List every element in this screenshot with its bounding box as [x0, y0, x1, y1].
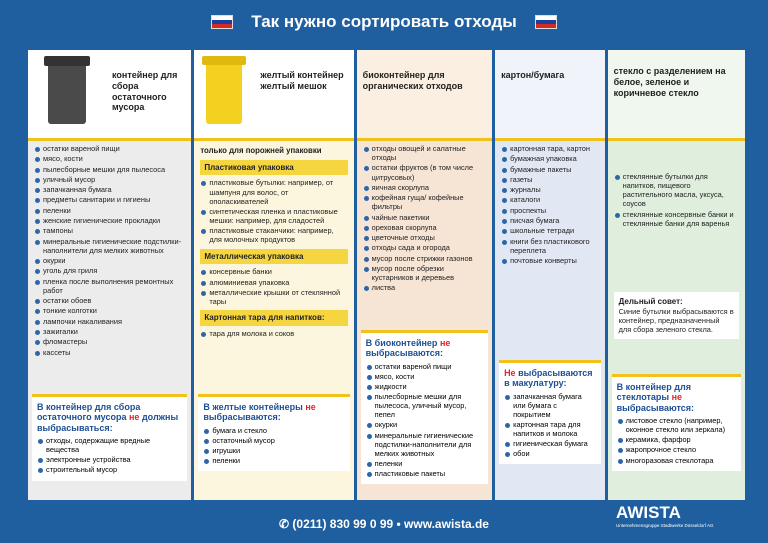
not-allowed-box — [32, 394, 187, 481]
title-text: Так нужно сортировать отходы — [251, 12, 517, 31]
list-item: ореховая скорлупа — [363, 223, 486, 232]
list-item: журналы — [501, 185, 599, 194]
list-item: пластиковые пакеты — [366, 469, 483, 478]
list-item: чайные пакетики — [363, 213, 486, 222]
list-item: строительный мусор — [37, 465, 182, 474]
list-item: мусор после стрижки газонов — [363, 254, 486, 263]
column-header — [357, 50, 492, 138]
item-list — [200, 329, 347, 338]
list-item: многоразовая стеклотара — [617, 456, 736, 465]
not-allowed-box — [612, 374, 741, 471]
section-plastic: Пластиковая упаковка — [200, 160, 347, 176]
list-item: пленка после выполнения ремонтных работ — [34, 277, 185, 295]
column-heading: желтый контейнер желтый мешок — [260, 70, 344, 91]
list-item: картонная тара для напитков и молока — [504, 420, 596, 438]
list-item: тара для молока и соков — [200, 329, 347, 338]
column-header — [28, 50, 191, 138]
item-list — [200, 267, 347, 306]
not-allowed-box — [361, 330, 488, 484]
list-item: пеленки — [203, 456, 344, 465]
not-allowed-title: В контейнер для стеклотары не выбрасываются: — [616, 382, 694, 413]
not-allowed-list — [203, 426, 344, 466]
not-allowed-title: В биоконтейнер не выбрасываются: — [365, 338, 451, 359]
list-item: тампоны — [34, 226, 185, 235]
item-list — [34, 144, 185, 357]
list-item: цветочные отходы — [363, 233, 486, 242]
list-item: пеленки — [366, 459, 483, 468]
item-list — [614, 172, 739, 228]
list-item: остатки обоев — [34, 296, 185, 305]
not-allowed-title: Не выбрасываются в макулатуру: — [504, 368, 593, 389]
not-allowed-list — [504, 392, 596, 459]
list-item: почтовые конверты — [501, 256, 599, 265]
list-item: алюминиевая упаковка — [200, 278, 347, 287]
list-item: стеклянные консервные банки и стеклянные банки для варенья — [614, 210, 739, 228]
column-header — [194, 50, 353, 138]
list-item: мусор после обрезки кустарников и деревьев — [363, 264, 486, 282]
list-item: листовое стекло (например, оконное стекло или зеркала) — [617, 416, 736, 434]
column-header — [608, 50, 745, 138]
list-item: остатки вареной пищи — [34, 144, 185, 153]
list-item: синтетическая пленка и пластиковые мешки: например, для сладостей — [200, 207, 347, 225]
column-heading: биоконтейнер для органических отходов — [362, 70, 463, 91]
list-item: проспекты — [501, 206, 599, 215]
list-item: консервные банки — [200, 267, 347, 276]
list-item: металлические крышки от стеклянной тары — [200, 288, 347, 306]
list-item: минеральные гигиенические подстилки-наполнители для мелких животных — [366, 431, 483, 458]
column-heading: картон/бумага — [501, 70, 565, 80]
russian-flag-icon — [535, 15, 557, 29]
page-title — [0, 0, 768, 44]
list-item: керамика, фарфор — [617, 435, 736, 444]
list-item: зажигалки — [34, 327, 185, 336]
footer-contact: ✆ (0211) 830 99 0 99 • www.awista.de — [279, 517, 489, 531]
list-item: листва — [363, 283, 486, 292]
list-item: пеленки — [34, 206, 185, 215]
list-item: кассеты — [34, 348, 185, 357]
tip-title: Дельный совет: — [618, 296, 683, 306]
list-item: бумага и стекло — [203, 426, 344, 435]
list-item: газеты — [501, 175, 599, 184]
list-item: уголь для гриля — [34, 266, 185, 275]
list-item: электронные устройства — [37, 455, 182, 464]
list-item: мясо, кости — [34, 154, 185, 163]
column-header — [495, 50, 605, 138]
list-item: остаточный мусор — [203, 436, 344, 445]
not-allowed-list — [617, 416, 736, 465]
grey-bin-icon — [48, 62, 86, 124]
item-list — [501, 144, 599, 265]
list-item: пылесборные мешки для пылесоса — [34, 165, 185, 174]
list-item: фломастеры — [34, 337, 185, 346]
list-item: кофейная гуща/ кофейные фильтры — [363, 193, 486, 211]
list-item: окурки — [366, 420, 483, 429]
list-item: остатки фруктов (в том числе цитрусовых) — [363, 163, 486, 181]
not-allowed-list — [366, 362, 483, 478]
tip-box — [614, 292, 739, 339]
list-item: яичная скорлупа — [363, 183, 486, 192]
column-heading: контейнер для сбора остаточного мусора — [112, 70, 178, 113]
paper-bin-column — [495, 50, 605, 500]
column-heading: стекло с разделением на белое, зеленое и коричневое стекло — [613, 66, 726, 98]
list-item: гигиеническая бумага — [504, 439, 596, 448]
list-item: пластиковые бутылки: например, от шампуня для волос, от ополаскивателей — [200, 178, 347, 205]
not-allowed-box — [198, 394, 349, 471]
list-item: пылесборные мешки для пылесоса, уличный мусор, пепел — [366, 392, 483, 419]
list-item: пластиковые стаканчики: например, для молочных продуктов — [200, 226, 347, 244]
bio-bin-column — [357, 50, 492, 500]
list-item: стеклянные бутылки для напитков, пищевого растительного масла, уксуса, соусов — [614, 172, 739, 208]
list-item: каталоги — [501, 195, 599, 204]
awista-logo: AWISTA Unternehmensgruppe Stadtwerke Düsseldorf AG — [616, 503, 714, 528]
not-allowed-box — [499, 360, 601, 464]
list-item: лампочки накаливания — [34, 317, 185, 326]
item-list — [363, 144, 486, 293]
list-item: писчая бумага — [501, 216, 599, 225]
item-list — [200, 178, 347, 244]
list-item: окурки — [34, 256, 185, 265]
not-allowed-title: В контейнер для сбора остаточного мусора не должны выбрасываться: — [37, 402, 179, 433]
yellow-bin-column — [194, 50, 353, 500]
list-item: отходы сада и огорода — [363, 243, 486, 252]
list-item: картонная тара, картон — [501, 144, 599, 153]
russian-flag-icon — [211, 15, 233, 29]
list-item: обои — [504, 449, 596, 458]
subhead: только для порожней упаковки — [200, 146, 322, 155]
list-item: остатки вареной пищи — [366, 362, 483, 371]
tip-text: Синие бутылки выбрасываются в контейнер, предназначенный для сбора зеленого стекла. — [618, 306, 734, 334]
list-item: предметы санитарии и гигиены — [34, 195, 185, 204]
section-metal: Металлическая упаковка — [200, 249, 347, 265]
residual-waste-column — [28, 50, 191, 500]
yellow-bin-icon — [206, 62, 242, 124]
list-item: жаропрочное стекло — [617, 445, 736, 454]
list-item: бумажные пакеты — [501, 165, 599, 174]
section-carton: Картонная тара для напитков: — [200, 310, 347, 326]
list-item: школьные тетради — [501, 226, 599, 235]
list-item: отходы овощей и салатные отходы — [363, 144, 486, 162]
list-item: запачканная бумага или бумага с покрытием — [504, 392, 596, 419]
list-item: женские гигиенические прокладки — [34, 216, 185, 225]
list-item: бумажная упаковка — [501, 154, 599, 163]
list-item: отходы, содержащие вредные вещества — [37, 436, 182, 454]
list-item: уличный мусор — [34, 175, 185, 184]
list-item: игрушки — [203, 446, 344, 455]
not-allowed-list — [37, 436, 182, 474]
list-item: книги без пластикового переплета — [501, 237, 599, 255]
list-item: мясо, кости — [366, 372, 483, 381]
list-item: тонкие колготки — [34, 306, 185, 315]
list-item: минеральные гигиенические подстилки-наполнители для мелких животных — [34, 237, 185, 255]
list-item: жидкости — [366, 382, 483, 391]
list-item: запачканная бумага — [34, 185, 185, 194]
glass-bin-column — [608, 50, 745, 500]
not-allowed-title: В желтые контейнеры не выбрасываются: — [203, 402, 316, 423]
